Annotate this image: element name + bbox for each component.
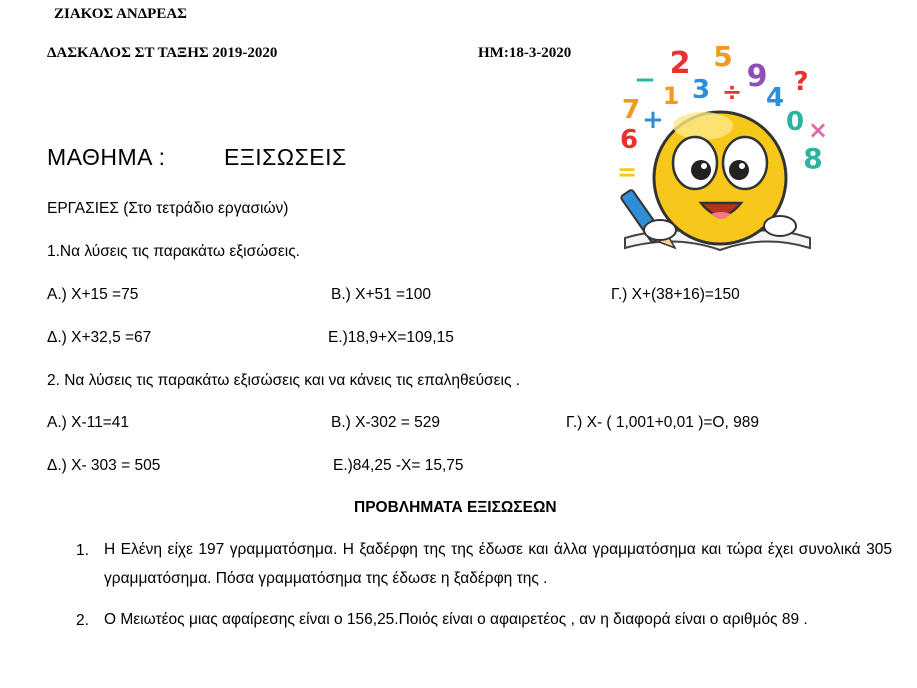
date-label: ΗΜ:18-3-2020 [478, 45, 572, 61]
right-hand [764, 216, 796, 236]
symbol-minus: − [634, 65, 656, 95]
exercise-2-item-b: Β.) Χ-302 = 529 [331, 414, 440, 431]
symbol-plus: + [642, 105, 664, 135]
symbol-3: 3 [691, 75, 711, 105]
problem-2-number: 2. [76, 612, 89, 629]
symbol-1: 1 [662, 82, 680, 110]
lesson-label: ΜΑΘΗΜΑ : [47, 144, 166, 170]
problem-1-text: Η Ελένη είχε 197 γραμματόσημα. Η ξαδέρφη της της έδωσε και άλλα γραμματόσημα και τώρα έχει συνολικά 305 γραμματόσημα. Πόσα γραμματόσημα της έδωσε η ξαδέρφη της . [104, 541, 892, 587]
exercise-2-item-a: Α.) Χ-11=41 [47, 414, 129, 431]
exercise-1-item-d: Δ.) Χ+32,5 =67 [47, 329, 152, 346]
exercise-2-item-e: Ε.)84,25 -Χ= 15,75 [333, 457, 464, 474]
exercise-2-item-c: Γ.) Χ- ( 1,001+0,01 )=Ο, 989 [566, 414, 759, 431]
problems-heading: ΠΡΟΒΛΗΜΑΤΑ ΕΞΙΣΩΣΕΩΝ [354, 499, 557, 516]
smiley-math-illustration [605, 38, 835, 263]
lesson-topic: ΕΞΙΣΩΣΕΙΣ [224, 144, 347, 170]
symbol-9: 9 [746, 59, 768, 94]
problem-1-number: 1. [76, 542, 89, 559]
exercise-1-heading: 1.Να λύσεις τις παρακάτω εξισώσεις. [47, 243, 300, 260]
symbol-6: 6 [619, 125, 639, 155]
tasks-intro: ΕΡΓΑΣΙΕΣ (Στο τετράδιο εργασιών) [47, 200, 289, 217]
exercise-2-heading: 2. Να λύσεις τις παρακάτω εξισώσεις και να κάνεις τις επαληθεύσεις . [47, 372, 521, 389]
symbol-5: 5 [713, 40, 733, 73]
teacher-class-year: ΔΑΣΚΑΛΟΣ ΣΤ ΤΑΞΗΣ 2019-2020 [47, 45, 278, 61]
exercise-1-item-a: Α.) Χ+15 =75 [47, 286, 139, 303]
exercise-1-item-c: Γ.) Χ+(38+16)=150 [611, 286, 740, 303]
exercise-1-item-e: Ε.)18,9+Χ=109,15 [328, 329, 454, 346]
symbol-divide: ÷ [721, 78, 743, 106]
symbol-4: 4 [765, 83, 785, 113]
problem-2-text: Ο Μειωτέος μιας αφαίρεσης είναι ο 156,25.Ποιός είναι ο αφαιρετέος , αν η διαφορά είναι ο αριθμός 89 . [104, 611, 808, 628]
symbol-question: ? [793, 67, 809, 97]
symbol-2: 2 [669, 46, 691, 81]
symbol-0: 0 [785, 107, 805, 137]
symbol-times: × [807, 116, 829, 144]
exercise-2-item-d: Δ.) Χ- 303 = 505 [47, 457, 161, 474]
symbol-7: 7 [621, 95, 641, 125]
author-name: ΖΙΑΚΟΣ ΑΝΔΡΕΑΣ [54, 6, 187, 22]
symbol-8: 8 [803, 142, 823, 175]
symbol-equals: = [616, 158, 638, 186]
left-hand [644, 220, 676, 240]
exercise-1-item-b: Β.) Χ+51 =100 [331, 286, 431, 303]
